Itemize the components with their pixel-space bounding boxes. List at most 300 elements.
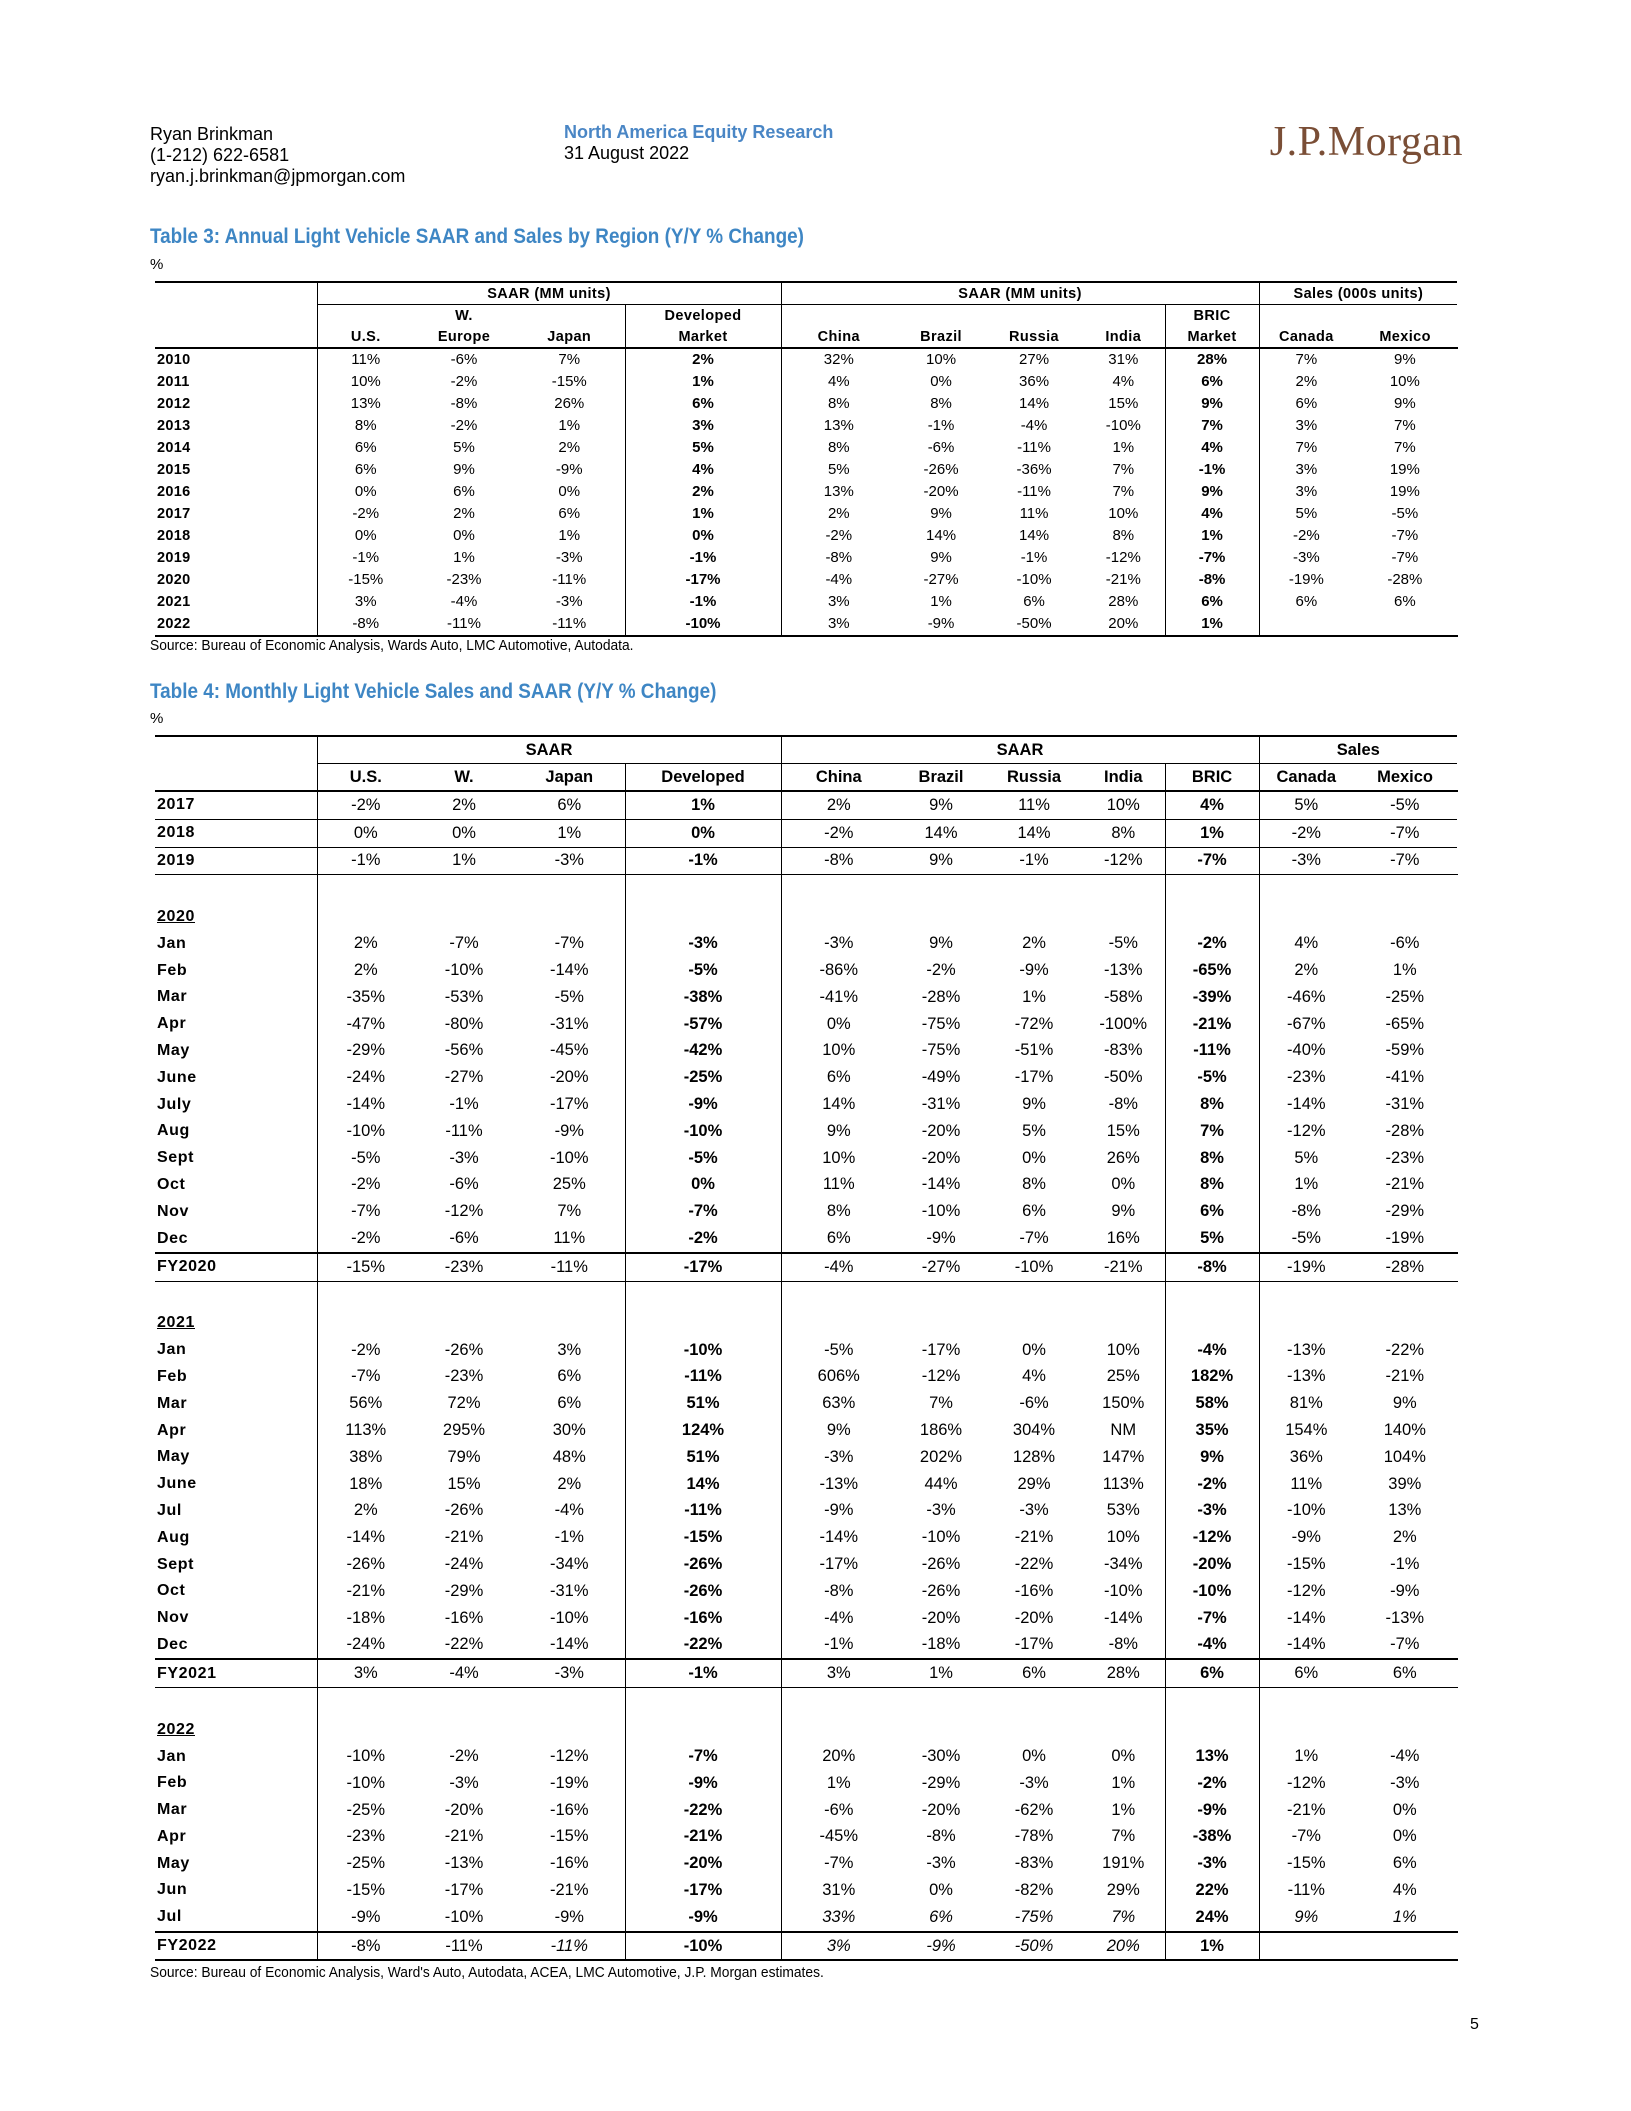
table-cell: 38% <box>317 1444 414 1471</box>
table-cell: -23% <box>1385 1148 1425 1167</box>
report-date: 31 August 2022 <box>564 143 690 163</box>
author-email[interactable]: ryan.j.brinkman@jpmorgan.com <box>150 166 406 186</box>
table-cell: -10% <box>921 1202 961 1221</box>
table-cell: 1% <box>1165 613 1259 636</box>
table-cell: -7% <box>554 934 584 953</box>
table-cell: -13% <box>444 1854 484 1873</box>
table-cell: -9% <box>555 461 583 478</box>
jpmorgan-logo: J.P.Morgan <box>1269 119 1463 165</box>
table-cell: 4% <box>1259 930 1353 957</box>
table-cell: -27% <box>923 571 959 588</box>
table-cell: 0% <box>317 481 414 503</box>
table-cell: -9% <box>625 1091 781 1118</box>
table-cell: -26% <box>921 1581 961 1600</box>
table-cell: 2% <box>625 481 781 503</box>
table-cell: 8% <box>781 1198 896 1225</box>
table-cell: -20% <box>921 1148 961 1167</box>
table-cell: -12% <box>1259 1118 1353 1145</box>
table4-header-japan: Japan <box>514 764 625 792</box>
table-cell: -13% <box>781 1471 896 1498</box>
table-cell: -24% <box>444 1555 484 1574</box>
table-cell: -14% <box>317 1524 414 1551</box>
table-cell: 7% <box>557 1202 582 1221</box>
table-cell: 8% <box>781 437 896 459</box>
table-cell: -3% <box>449 1773 479 1792</box>
table-cell: -3% <box>1390 1773 1420 1792</box>
table-cell: -15% <box>1259 1850 1353 1877</box>
table-cell: -4% <box>781 1605 896 1632</box>
table-cell: -11% <box>625 1364 781 1391</box>
table3 <box>155 281 1458 637</box>
table-cell: 0% <box>558 483 581 500</box>
table-cell: -7% <box>1165 847 1259 875</box>
table-cell: -22% <box>1385 1340 1425 1359</box>
table-cell: -1% <box>1020 549 1048 566</box>
table-cell: -8% <box>1108 1635 1138 1654</box>
table-cell: -17% <box>625 1253 781 1281</box>
table-row <box>155 569 1457 591</box>
table-cell: 2% <box>1022 934 1046 953</box>
table-cell: 35% <box>1165 1417 1259 1444</box>
table-row <box>155 1118 1457 1145</box>
table-cell: -24% <box>317 1632 414 1660</box>
table4-header-us: U.S. <box>317 764 414 792</box>
table-cell: -9% <box>554 1121 584 1140</box>
table-cell: 19% <box>1389 461 1420 478</box>
table-cell: -1% <box>986 847 1082 875</box>
table-cell: -18% <box>317 1605 414 1632</box>
table-cell: -8% <box>1165 1253 1259 1281</box>
table-cell: 8% <box>1165 1145 1259 1172</box>
table-cell: 1% <box>1392 1907 1417 1926</box>
table-cell: -22% <box>1014 1555 1054 1574</box>
row-label: Aug <box>157 1528 190 1546</box>
table-cell: -22% <box>625 1797 781 1824</box>
table-cell: 6% <box>1392 1854 1417 1873</box>
table-cell: 51% <box>625 1444 781 1471</box>
table-cell: -75% <box>921 1014 961 1033</box>
table-cell: 0% <box>1111 1175 1136 1194</box>
table-cell: -56% <box>444 1041 484 1060</box>
table-cell: -26% <box>921 1555 961 1574</box>
table-cell: -2% <box>1165 930 1259 957</box>
author-phone: (1-212) 622-6581 <box>150 145 290 165</box>
table-cell: -23% <box>414 1253 514 1281</box>
table-cell: -20% <box>1165 1551 1259 1578</box>
author-block <box>150 124 405 187</box>
table-cell: -2% <box>317 791 414 819</box>
table-cell: -2% <box>317 1225 414 1253</box>
department: North America Equity Research <box>564 122 834 142</box>
table-cell: 4% <box>625 459 781 481</box>
table-cell: -47% <box>317 1011 414 1038</box>
table-cell: 9% <box>1165 481 1259 503</box>
table-cell: -23% <box>446 571 482 588</box>
table-cell: -2% <box>781 525 896 547</box>
row-label: Feb <box>157 961 188 979</box>
table-cell: -83% <box>1014 1854 1054 1873</box>
table-cell: 6% <box>1023 593 1045 610</box>
table-cell: -20% <box>923 483 959 500</box>
table-cell: -6% <box>781 1797 896 1824</box>
table-cell: 1% <box>781 1770 896 1797</box>
table-cell: 2% <box>1392 1528 1417 1547</box>
table-row <box>155 1743 1457 1770</box>
table-cell: 10% <box>1106 795 1140 814</box>
table-cell: 6% <box>1165 371 1259 393</box>
table-cell: 1% <box>1165 525 1259 547</box>
table-cell: 3% <box>781 613 896 636</box>
table-cell: 147% <box>1102 1447 1145 1466</box>
table-cell: -4% <box>450 593 478 610</box>
table-cell: -10% <box>1259 1498 1353 1525</box>
table3-header-developed: Developed <box>625 305 781 327</box>
table-cell: -1% <box>625 1659 781 1687</box>
table-cell: -21% <box>1385 1175 1425 1194</box>
table-cell: -9% <box>1019 961 1049 980</box>
table-cell: -9% <box>317 1904 414 1932</box>
row-label: Jul <box>157 1501 182 1519</box>
table-cell: -11% <box>625 1498 781 1525</box>
table-cell: -19% <box>1259 569 1353 591</box>
table-cell: 4% <box>1165 791 1259 819</box>
report-info <box>564 122 833 164</box>
table-cell: -16% <box>625 1605 781 1632</box>
table-cell: 5% <box>1259 503 1353 525</box>
table-cell: 19% <box>1389 483 1420 500</box>
table-cell: -31% <box>1385 1095 1425 1114</box>
table-cell: -14% <box>317 1091 414 1118</box>
table-cell: -9% <box>554 1907 584 1926</box>
table-cell: 7% <box>1259 437 1353 459</box>
table-cell: -7% <box>1165 1605 1259 1632</box>
table-cell: -12% <box>1259 1578 1353 1605</box>
table-cell: 1% <box>625 371 781 393</box>
table4-header-brazil: Brazil <box>896 764 986 792</box>
table-cell: 2% <box>625 348 781 371</box>
table-cell: -11% <box>514 1253 625 1281</box>
row-label: 2015 <box>157 462 191 478</box>
row-label: 2010 <box>157 352 191 368</box>
table-cell: 0% <box>1111 1747 1136 1765</box>
table-cell: -12% <box>444 1202 484 1221</box>
table-cell: -2% <box>450 373 478 390</box>
row-label: Mar <box>157 1801 188 1819</box>
table-cell: -14% <box>549 961 589 980</box>
table-cell: 2% <box>1259 371 1353 393</box>
table-cell: 304% <box>1012 1421 1056 1440</box>
table-cell: -3% <box>926 1854 956 1873</box>
table-cell: -31% <box>921 1095 961 1114</box>
table-cell: 5% <box>453 439 475 456</box>
row-label: 2020 <box>157 572 191 588</box>
table-cell: 2% <box>558 439 581 456</box>
table-row <box>155 1932 1457 1961</box>
table-cell: 25% <box>1106 1367 1140 1386</box>
table4-title: Table 4: Monthly Light Vehicle Sales and SAAR (Y/Y % Change) <box>150 680 717 703</box>
table-cell: -50% <box>1104 1068 1143 1087</box>
table-cell: -12% <box>1105 549 1141 566</box>
table-cell: -25% <box>625 1064 781 1091</box>
table-cell: -21% <box>1165 1011 1259 1038</box>
table-cell: -1% <box>449 1095 479 1114</box>
table-row <box>155 1797 1457 1824</box>
table-cell: -25% <box>317 1850 414 1877</box>
table-cell: -1% <box>554 1528 584 1547</box>
table-cell: -34% <box>549 1555 589 1574</box>
table-cell: -2% <box>1165 1471 1259 1498</box>
table-cell: -25% <box>317 1797 414 1824</box>
table-cell: -65% <box>1385 1014 1425 1033</box>
table-cell: 31% <box>1108 351 1139 368</box>
table-row <box>155 1253 1457 1281</box>
table-cell: -12% <box>1259 1770 1353 1797</box>
table-cell: -6% <box>449 1229 479 1248</box>
row-label: Oct <box>157 1175 186 1193</box>
table-cell: -3% <box>781 930 896 957</box>
table-cell: -5% <box>554 987 584 1006</box>
table-cell: -1% <box>1390 1555 1420 1574</box>
table-cell: 182% <box>1165 1364 1259 1391</box>
table-cell: 6% <box>781 1225 896 1253</box>
table-cell: 0% <box>625 1172 781 1199</box>
table-cell: 4% <box>1165 503 1259 525</box>
table-cell: 4% <box>1112 373 1135 390</box>
table4-header-russia: Russia <box>986 764 1082 792</box>
table-cell: -26% <box>444 1340 484 1359</box>
table-cell: -10% <box>317 1743 414 1770</box>
table-cell: 191% <box>1102 1854 1145 1873</box>
table-cell: -6% <box>1019 1394 1049 1413</box>
table-cell: 6% <box>1022 1202 1046 1221</box>
table-cell: 14% <box>1019 527 1050 544</box>
table-cell: -20% <box>1014 1608 1054 1627</box>
table-cell: -51% <box>1014 1041 1054 1060</box>
table-cell: 14% <box>625 1471 781 1498</box>
row-label: June <box>157 1475 197 1493</box>
table-cell: -20% <box>549 1068 589 1087</box>
table-cell: 150% <box>1102 1394 1145 1413</box>
table-cell: 9% <box>929 934 953 953</box>
table-cell: 13% <box>317 393 414 415</box>
row-label: Sept <box>157 1555 195 1573</box>
table-cell: 1% <box>1022 987 1046 1006</box>
table-cell: -20% <box>921 1608 961 1627</box>
table-cell: -40% <box>1259 1038 1353 1065</box>
table-cell: -8% <box>781 1578 896 1605</box>
table-cell: 63% <box>781 1390 896 1417</box>
table-cell: 9% <box>1165 1444 1259 1471</box>
table-cell: 0% <box>1022 1340 1046 1359</box>
table-cell: -10% <box>921 1528 961 1547</box>
table-cell: 1% <box>625 503 781 525</box>
table-cell: 4% <box>781 371 896 393</box>
table-cell: 4% <box>1392 1880 1417 1899</box>
table-cell: 6% <box>986 1659 1082 1687</box>
table-cell: -5% <box>1390 795 1420 814</box>
table-cell: -20% <box>921 1800 961 1819</box>
table-cell <box>1259 1932 1353 1961</box>
table-cell: -10% <box>1105 417 1141 434</box>
table-cell: -78% <box>1014 1827 1054 1846</box>
row-label: Oct <box>157 1582 186 1600</box>
table-cell: -12% <box>549 1747 589 1765</box>
table-row <box>155 1198 1457 1225</box>
table-cell: 36% <box>1019 373 1050 390</box>
table-cell: -10% <box>317 1770 414 1797</box>
table-row <box>155 1551 1457 1578</box>
table-cell: -16% <box>549 1800 589 1819</box>
table-cell: -7% <box>1259 1824 1353 1851</box>
table3-header-india: India <box>1082 326 1165 348</box>
table-cell: -6% <box>450 351 478 368</box>
table-cell: 7% <box>1111 1827 1136 1846</box>
table-cell: -49% <box>921 1068 961 1087</box>
table-cell: -16% <box>444 1608 484 1627</box>
table-cell: -28% <box>1385 1121 1425 1140</box>
table-cell: -3% <box>1165 1850 1259 1877</box>
table-cell: 6% <box>781 1064 896 1091</box>
table-cell: -12% <box>921 1367 961 1386</box>
table-cell: -17% <box>1014 1068 1054 1087</box>
table-cell: 0% <box>1022 1747 1046 1765</box>
table-cell: 6% <box>1394 593 1416 610</box>
table3-header-europe: Europe <box>414 326 514 348</box>
table-row <box>155 393 1457 415</box>
table-cell: 10% <box>926 351 957 368</box>
table-cell: -5% <box>1108 934 1138 953</box>
table-cell: -10% <box>625 613 781 636</box>
table-cell: 606% <box>781 1364 896 1391</box>
table-cell: 28% <box>1165 348 1259 371</box>
table-cell: 0% <box>317 525 414 547</box>
table3-header-bric-market: Market <box>1165 326 1259 348</box>
table-cell: -23% <box>1259 1064 1353 1091</box>
table3-header-brazil: Brazil <box>896 326 986 348</box>
table-cell: -82% <box>1014 1880 1054 1899</box>
table-cell: 28% <box>1108 593 1139 610</box>
table3-header-mexico: Mexico <box>1353 326 1457 348</box>
table-cell: 6% <box>929 1907 953 1926</box>
table-cell: -7% <box>1391 549 1419 566</box>
table-cell: -58% <box>1104 987 1143 1006</box>
table-cell: 14% <box>1019 395 1050 412</box>
table-cell: 6% <box>1259 591 1353 613</box>
table-cell: -3% <box>1259 547 1353 569</box>
table-cell: 5% <box>1259 791 1353 819</box>
table-cell: 51% <box>625 1390 781 1417</box>
table-row <box>155 984 1457 1011</box>
table-cell: 9% <box>781 1118 896 1145</box>
table-cell: 81% <box>1259 1390 1353 1417</box>
table-cell: -6% <box>927 439 955 456</box>
table-cell: 9% <box>896 847 986 875</box>
table-cell: -4% <box>781 1253 896 1281</box>
table-cell: -15% <box>1259 1551 1353 1578</box>
row-label: 2011 <box>157 374 190 390</box>
table-cell: -4% <box>1165 1632 1259 1660</box>
table-cell: 1% <box>625 791 781 819</box>
table-cell: 2% <box>452 795 476 814</box>
table-cell: 2% <box>781 503 896 525</box>
table-cell: 3% <box>1259 481 1353 503</box>
row-label: 2019 <box>157 550 191 566</box>
table-cell: -2% <box>317 1337 414 1364</box>
table3-header-market: Market <box>625 326 781 348</box>
table-cell: -38% <box>625 984 781 1011</box>
table-cell: -2% <box>1259 819 1353 847</box>
row-label: Jul <box>157 1908 182 1926</box>
table-cell: 3% <box>1259 415 1353 437</box>
table-row <box>155 1578 1457 1605</box>
table-cell: -8% <box>1108 1095 1138 1114</box>
table-cell: 6% <box>557 795 582 814</box>
table-cell: 7% <box>1259 348 1353 371</box>
table-cell: 9% <box>1111 1202 1136 1221</box>
table-cell: -3% <box>555 549 583 566</box>
row-label: Nov <box>157 1202 190 1220</box>
table-cell: 0% <box>930 373 952 390</box>
row-label: 2021 <box>157 594 191 610</box>
table-cell: 1% <box>414 847 514 875</box>
table-cell: 44% <box>924 1474 958 1493</box>
row-label: July <box>157 1095 192 1113</box>
row-label: June <box>157 1068 197 1086</box>
table-cell: -11% <box>514 1932 625 1961</box>
table-cell: -50% <box>986 1932 1082 1961</box>
table-cell: -7% <box>1353 819 1457 847</box>
table-cell: -14% <box>1259 1605 1353 1632</box>
page-number: 5 <box>1470 2016 1479 2033</box>
table-cell: -23% <box>317 1824 414 1851</box>
table-cell: -15% <box>625 1524 781 1551</box>
table-cell: 1% <box>1111 1800 1136 1819</box>
row-label: FY2020 <box>155 1253 317 1281</box>
row-label: 2018 <box>157 528 191 544</box>
table-cell: 15% <box>1108 395 1139 412</box>
table-cell: 26% <box>554 395 585 412</box>
row-label: 2016 <box>157 484 191 500</box>
table-cell: 6% <box>1259 393 1353 415</box>
table-cell: 7% <box>558 351 581 368</box>
table-cell: 33% <box>781 1904 896 1932</box>
table-cell: -1% <box>317 847 414 875</box>
table-cell: 1% <box>1111 1773 1136 1792</box>
table-cell: -10% <box>444 961 484 980</box>
table-cell: -21% <box>1105 571 1141 588</box>
table-cell: -21% <box>1385 1367 1425 1386</box>
row-label: Jan <box>157 934 187 952</box>
table-cell: 5% <box>1259 1145 1353 1172</box>
table-cell: -8% <box>1259 1198 1353 1225</box>
table-cell: 10% <box>1106 1340 1140 1359</box>
row-label: 2014 <box>157 440 191 456</box>
table-cell: 8% <box>781 393 896 415</box>
table-cell: 5% <box>625 437 781 459</box>
table-cell: 11% <box>317 348 414 371</box>
table4-header-developed: Developed <box>625 764 781 792</box>
table-cell: -39% <box>1165 984 1259 1011</box>
table-cell: -9% <box>625 1904 781 1932</box>
table-cell: -29% <box>444 1581 484 1600</box>
table-cell: 10% <box>1389 373 1420 390</box>
table3-header-canada: Canada <box>1259 326 1353 348</box>
row-label: May <box>157 1041 190 1059</box>
table-cell: -7% <box>1353 847 1457 875</box>
table-cell: -29% <box>921 1773 961 1792</box>
table-cell: 128% <box>1012 1447 1056 1466</box>
table3-unit: % <box>150 256 164 273</box>
